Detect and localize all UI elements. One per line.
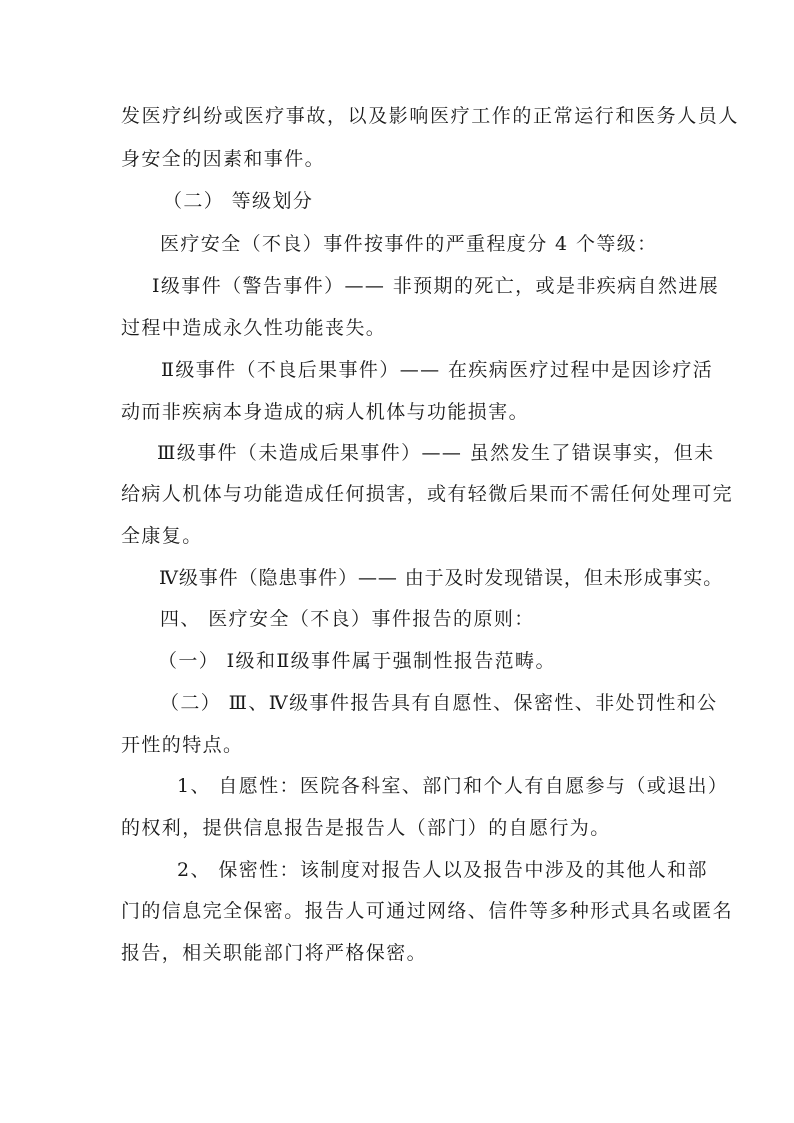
- body-text-line: 报告，相关职能部门将严格保密。: [121, 942, 428, 964]
- body-text-line: 发医疗纠纷或医疗事故，以及影响医疗工作的正常运行和医务人员人: [121, 105, 740, 127]
- principle-item-2: （二） Ⅲ、Ⅳ级事件报告具有自愿性、保密性、非处罚性和公: [160, 692, 718, 714]
- level-item-1: Ⅰ级事件（警告事件）—— 非预期的死亡，或是非疾病自然进展: [152, 275, 720, 297]
- level-item-3: Ⅲ级事件（未造成后果事件）—— 虽然发生了错误事实，但未: [157, 442, 715, 464]
- body-text-line: 开性的特点。: [121, 734, 244, 756]
- body-text-line: 给病人机体与功能造成任何损害，或有轻微后果而不需任何处理可完: [121, 483, 734, 505]
- level-item-4: Ⅳ级事件（隐患事件）—— 由于及时发现错误，但未形成事实。: [159, 567, 724, 589]
- section-heading: （二） 等级划分: [163, 190, 314, 212]
- body-text-line: 全康复。: [121, 525, 203, 547]
- numbered-item-2: 2、 保密性：该制度对报告人以及报告中涉及的其他人和部: [177, 859, 708, 881]
- body-text-line: 医疗安全（不良）事件按事件的严重程度分 4 个等级：: [160, 233, 658, 255]
- body-text-line: 门的信息完全保密。报告人可通过网络、信件等多种形式具名或匿名: [121, 900, 734, 922]
- body-text-line: 的权利，提供信息报告是报告人（部门）的自愿行为。: [121, 817, 611, 839]
- level-item-2: Ⅱ级事件（不良后果事件）—— 在疾病医疗过程中是因诊疗活: [161, 359, 714, 381]
- body-text-line: 过程中造成永久性功能丧失。: [121, 317, 387, 339]
- body-text-line: 动而非疾病本身造成的病人机体与功能损害。: [121, 401, 530, 423]
- body-text-line: 身安全的因素和事件。: [121, 148, 326, 170]
- principle-item-1: （一） Ⅰ级和Ⅱ级事件属于强制性报告范畴。: [158, 650, 556, 672]
- numbered-item-1: 1、 自愿性：医院各科室、部门和个人有自愿参与（或退出）: [177, 775, 729, 797]
- section-heading: 四、 医疗安全（不良）事件报告的原则：: [160, 608, 535, 630]
